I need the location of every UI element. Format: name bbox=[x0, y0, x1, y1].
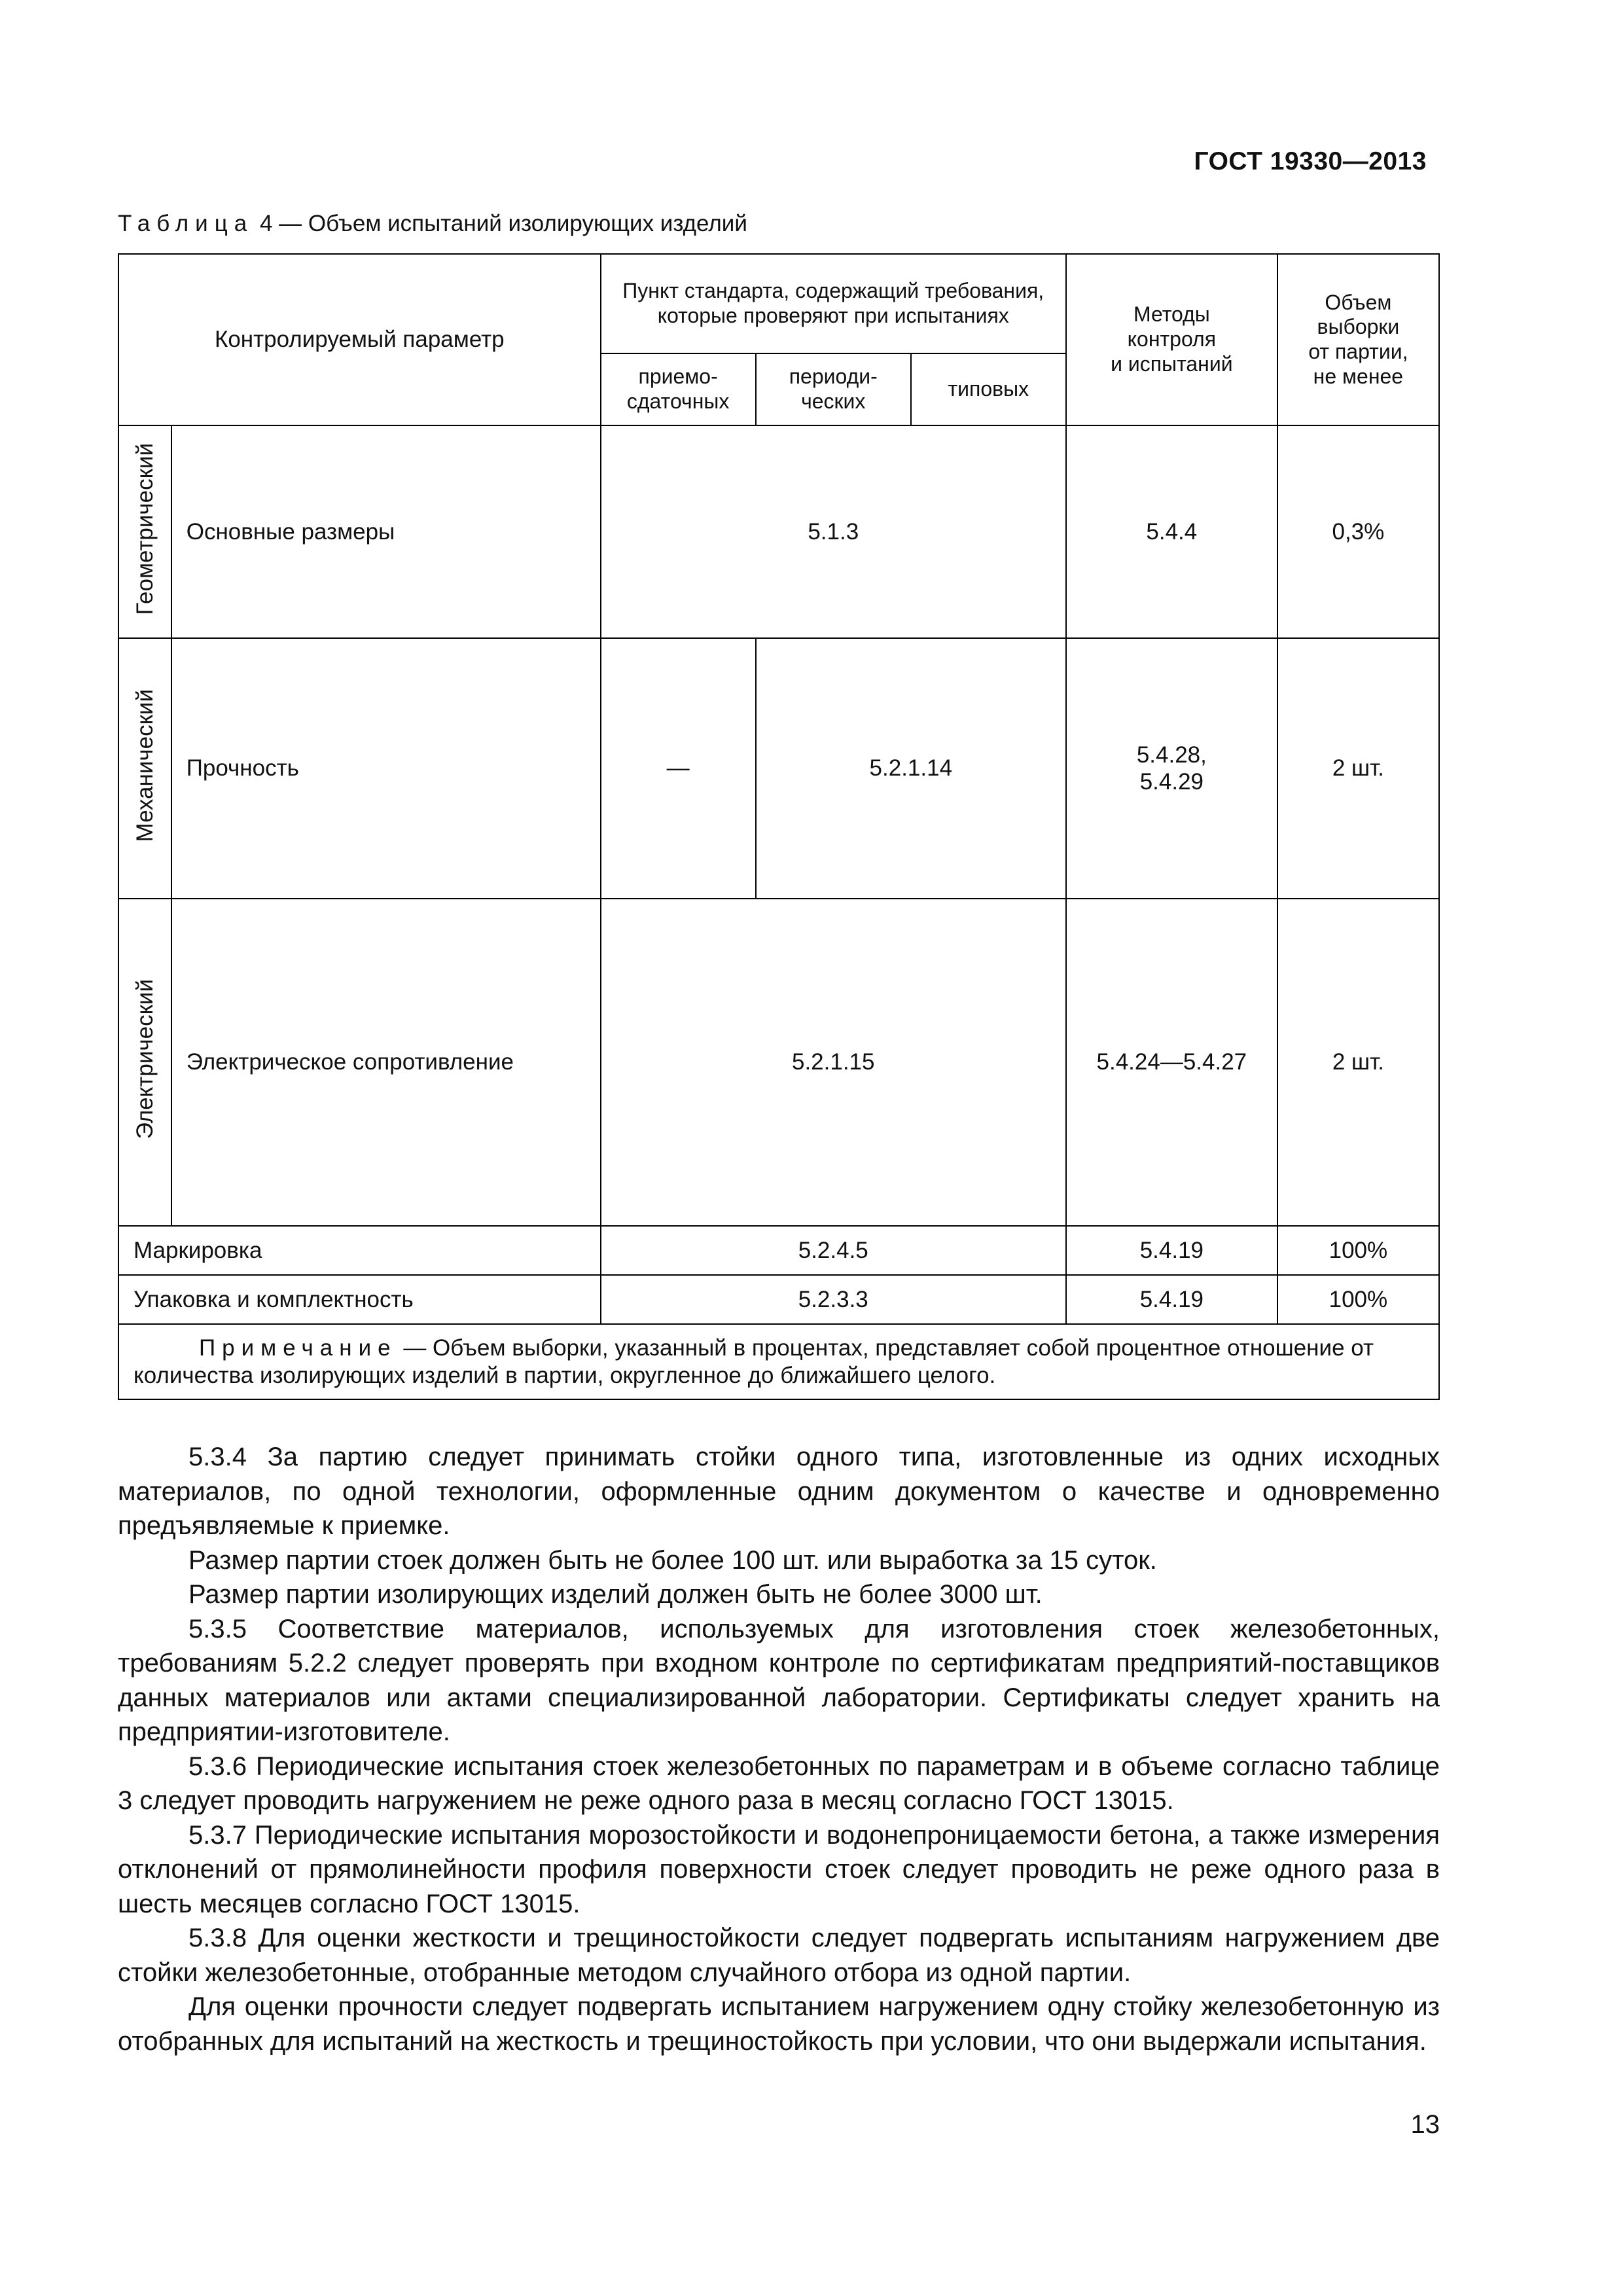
methods-cell: 5.4.4 bbox=[1066, 425, 1277, 638]
parameter-cell: Электрическое сопротивление bbox=[171, 899, 601, 1226]
standard-header: ГОСТ 19330—2013 bbox=[1194, 147, 1427, 175]
table-row bbox=[118, 638, 1439, 899]
header-clause-group: Пункт стандарта, содержащий требования, которые проверяют при испытаниях bbox=[601, 254, 1066, 353]
header-type: типовых bbox=[911, 353, 1066, 425]
page-number: 13 bbox=[1410, 2110, 1440, 2139]
paragraph: 5.3.8 Для оценки жесткости и трещиностойкости следует подвергать испытаниям нагружением две стойки железобетонные, отобранные методом случайного отбора из одной партии. bbox=[118, 1924, 1440, 1987]
group-label: Механический bbox=[132, 689, 158, 842]
paragraph: 5.3.4 За партию следует принимать стойки одного типа, изготовленные из одних исходных материалов, по одной технологии, оформленные одним документом о качестве и одновременно предъявляемые к приемке. bbox=[118, 1443, 1440, 1540]
clause-cell: 5.2.1.15 bbox=[601, 899, 1066, 1226]
sample-cell: 100% bbox=[1277, 1226, 1439, 1275]
note-prefix: Примечание bbox=[199, 1335, 397, 1361]
header-sample: Объем выборки от партии, не менее bbox=[1277, 254, 1439, 425]
methods-cell: 5.4.19 bbox=[1066, 1226, 1277, 1275]
header-periodic: периоди- ческих bbox=[756, 353, 911, 425]
clause-cell: 5.2.1.14 bbox=[756, 638, 1066, 899]
group-label: Геометрический bbox=[132, 442, 158, 615]
paragraph: Размер партии изолирующих изделий должен быть не более 3000 шт. bbox=[188, 1580, 1043, 1609]
sample-cell: 100% bbox=[1277, 1275, 1439, 1324]
paragraph: 5.3.5 Соответствие материалов, используемых для изготовления стоек железобетонных, требованиям 5.2.2 следует проверять при входном контроле по сертификатам предприятий-поставщиков данных материалов или актами специализированной лаборатории. Сертификаты следует хранить на предприятии-изготовителе. bbox=[118, 1614, 1440, 1746]
test-scope-table bbox=[118, 253, 1440, 1400]
table-row bbox=[118, 425, 1439, 638]
parameter-cell: Основные размеры bbox=[171, 425, 601, 638]
methods-cell: 5.4.28, 5.4.29 bbox=[1066, 638, 1277, 899]
header-parameter: Контролируемый параметр bbox=[118, 254, 601, 425]
table-row bbox=[118, 1226, 1439, 1275]
note-text: — Объем выборки, указанный в процентах, представляет собой процентное отношение от количества изолирующих изделий в партии, округленное до ближайшего целого. bbox=[134, 1335, 1374, 1388]
parameter-cell: Маркировка bbox=[118, 1226, 601, 1275]
group-cell-mechanical bbox=[118, 638, 171, 899]
table-note bbox=[118, 1324, 1439, 1399]
header-methods: Методы контроля и испытаний bbox=[1066, 254, 1277, 425]
group-cell-electrical bbox=[118, 899, 171, 1226]
table-row bbox=[118, 1275, 1439, 1324]
acceptance-cell: — bbox=[601, 638, 756, 899]
paragraph: Размер партии стоек должен быть не более 100 шт. или выработка за 15 суток. bbox=[188, 1545, 1157, 1575]
table-caption-prefix: Таблица bbox=[118, 211, 254, 236]
table-header-row bbox=[118, 254, 1439, 353]
clause-cell: 5.2.3.3 bbox=[601, 1275, 1066, 1324]
clause-cell: 5.2.4.5 bbox=[601, 1226, 1066, 1275]
group-label: Электрический bbox=[132, 979, 158, 1139]
table-note-row bbox=[118, 1324, 1439, 1399]
sample-cell: 2 шт. bbox=[1277, 638, 1439, 899]
sample-cell: 2 шт. bbox=[1277, 899, 1439, 1226]
body-text bbox=[118, 1440, 1440, 2058]
sample-cell: 0,3% bbox=[1277, 425, 1439, 638]
methods-cell: 5.4.19 bbox=[1066, 1275, 1277, 1324]
table-caption-text: 4 — Объем испытаний изолирующих изделий bbox=[253, 211, 747, 236]
table-caption bbox=[118, 211, 747, 237]
methods-cell: 5.4.24—5.4.27 bbox=[1066, 899, 1277, 1226]
parameter-cell: Прочность bbox=[171, 638, 601, 899]
table-row bbox=[118, 899, 1439, 1226]
paragraph: 5.3.6 Периодические испытания стоек железобетонных по параметрам и в объеме согласно таблице 3 следует проводить нагружением не реже одного раза в месяц согласно ГОСТ 13015. bbox=[118, 1751, 1440, 1815]
clause-cell: 5.1.3 bbox=[601, 425, 1066, 638]
paragraph: Для оценки прочности следует подвергать испытанием нагружением одну стойку железобетонную из отобранных для испытаний на жесткость и трещиностойкость при условии, что они выдержали испытания. bbox=[118, 1992, 1440, 2056]
parameter-cell: Упаковка и комплектность bbox=[118, 1275, 601, 1324]
paragraph: 5.3.7 Периодические испытания морозостойкости и водонепроницаемости бетона, а также измерения отклонений от прямолинейности профиля поверхности стоек следует проводить не реже одного раза в шесть месяцев согласно ГОСТ 13015. bbox=[118, 1820, 1440, 1918]
header-acceptance: приемо- сдаточных bbox=[601, 353, 756, 425]
group-cell-geometric bbox=[118, 425, 171, 638]
